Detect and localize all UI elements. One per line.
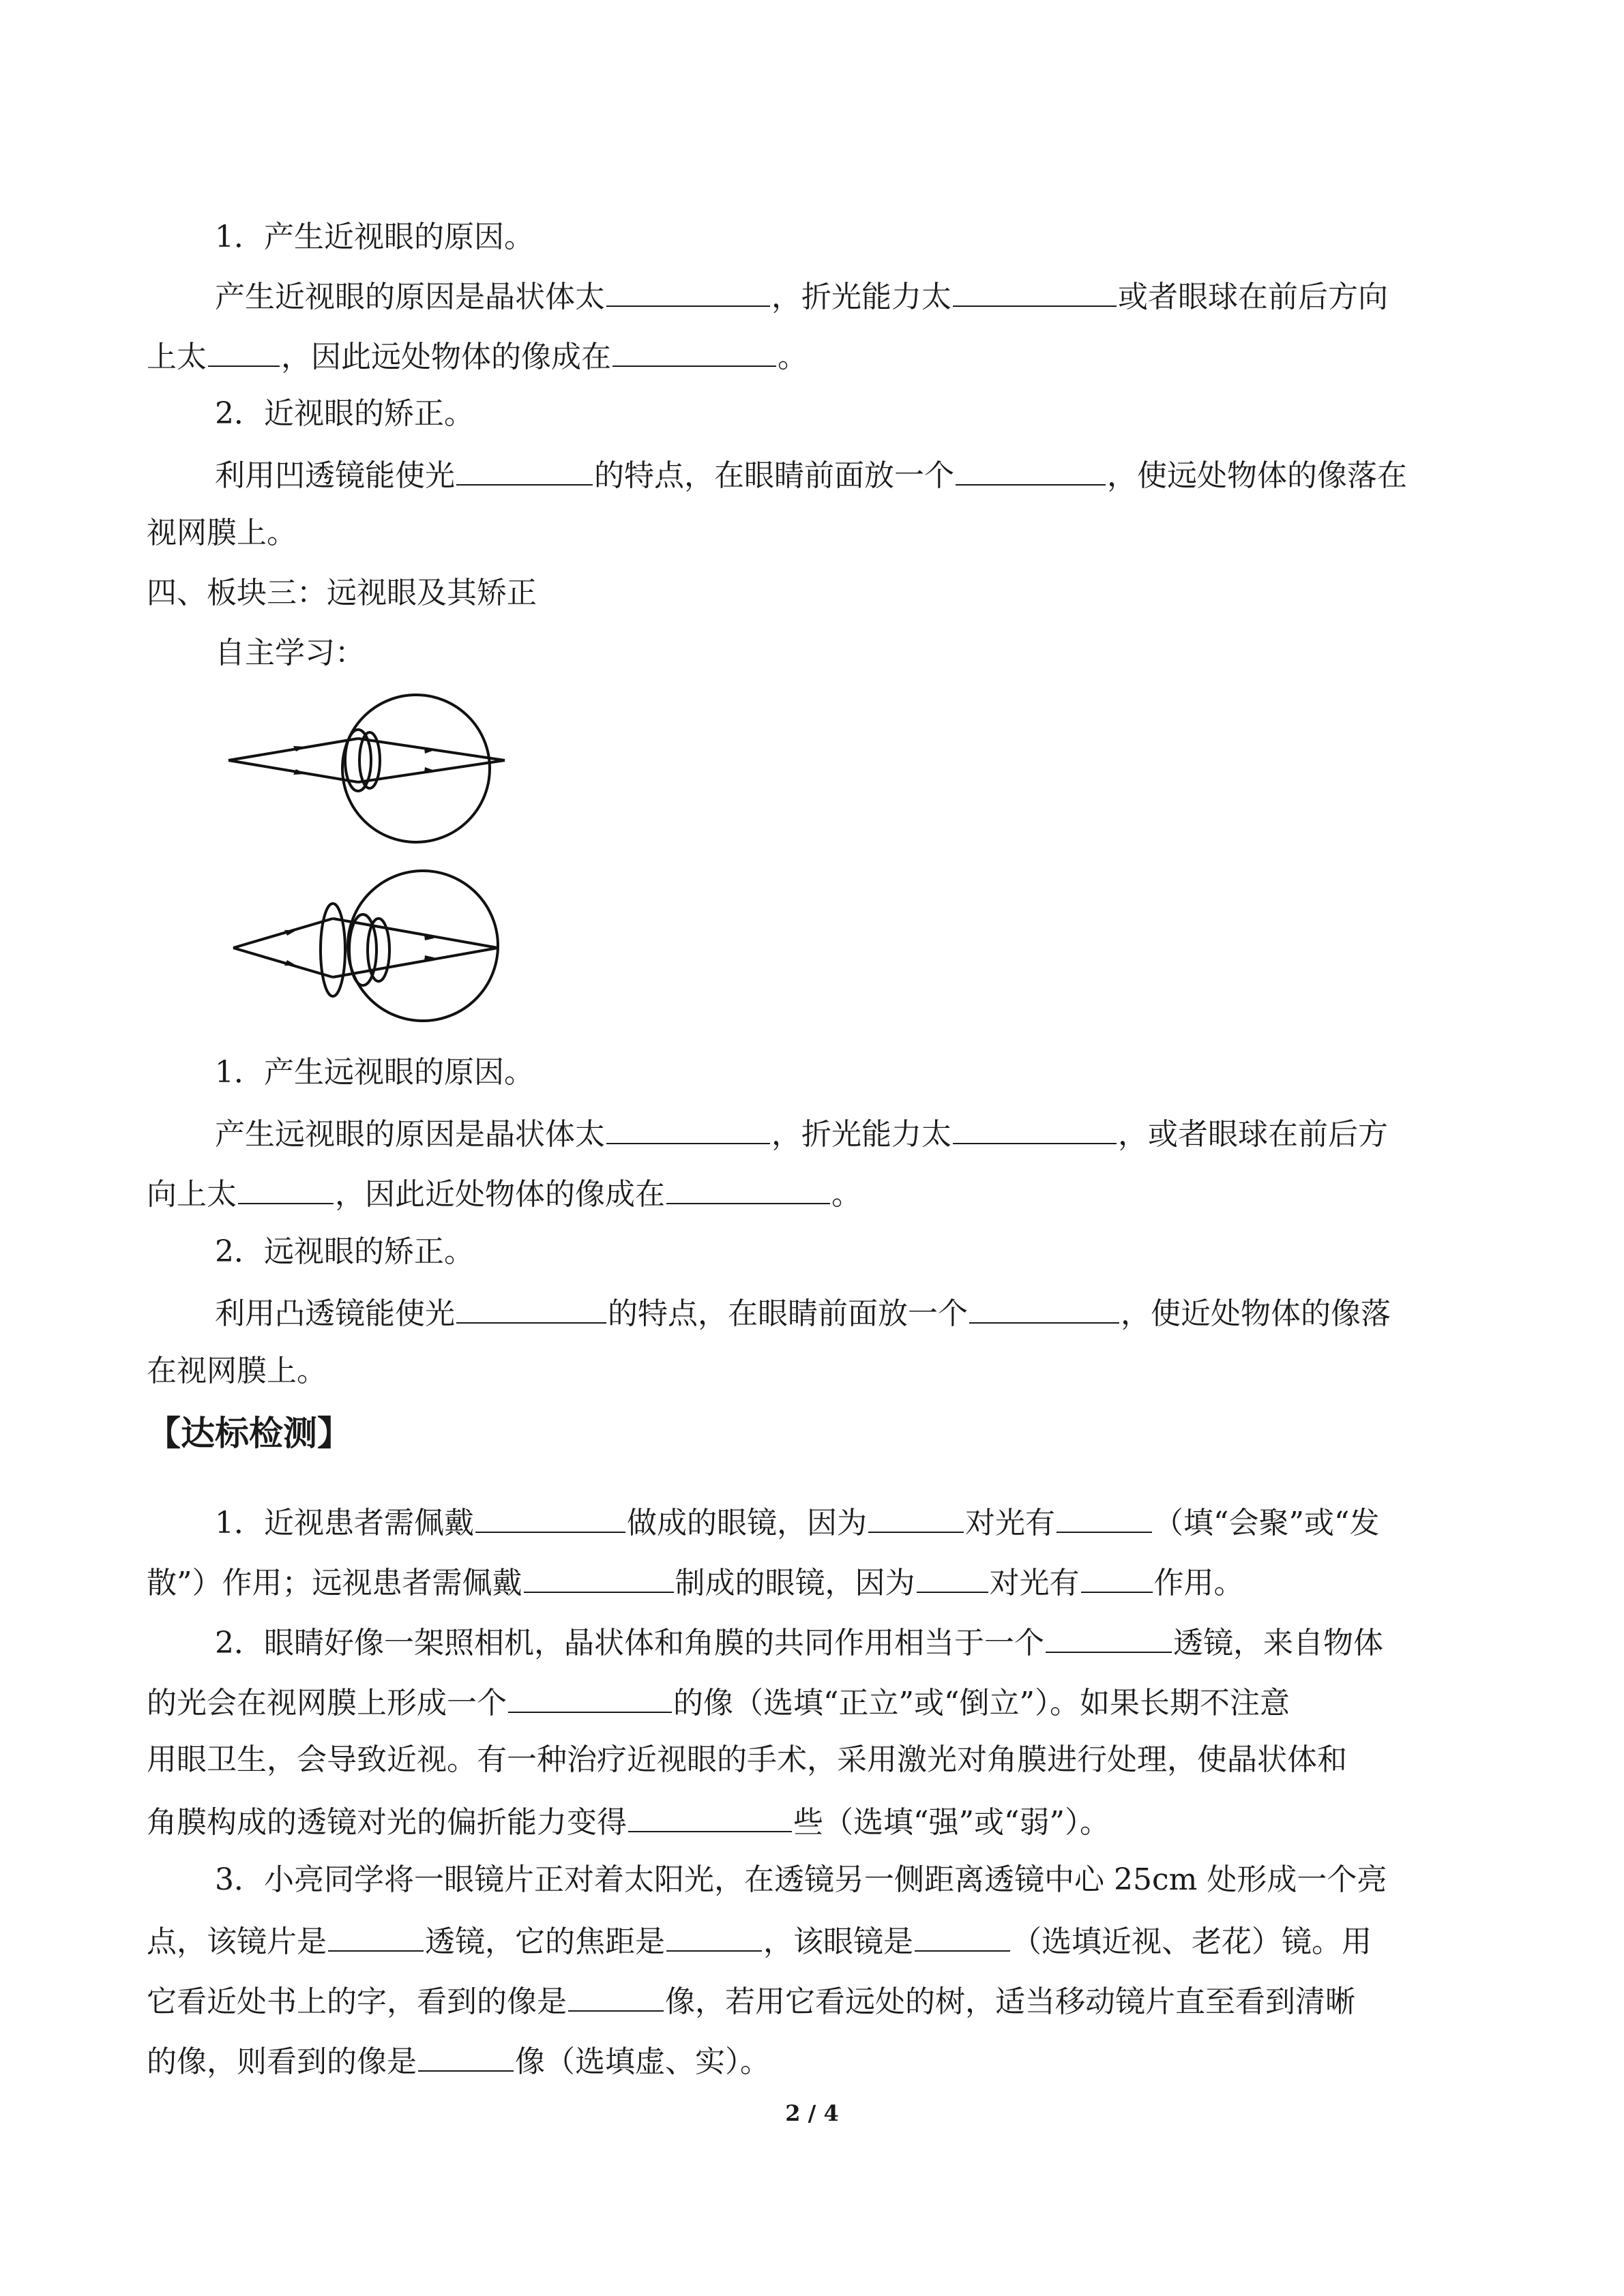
q1-line2 [0, 1560, 1624, 1604]
blank[interactable] [1046, 1620, 1172, 1653]
text: ，折光能力太 [771, 280, 951, 314]
text: 产生远视眼的原因是晶状体太 [215, 1117, 605, 1152]
text: ，因此远处物体的像成在 [281, 340, 611, 374]
text: ，或者眼球在前后方 [1118, 1117, 1388, 1152]
text: 透镜，它的焦距是 [425, 1924, 665, 1959]
q3-line3 [0, 1979, 1624, 2023]
blank[interactable] [915, 1919, 1010, 1952]
text: 或者眼球在前后方向 [1118, 280, 1388, 314]
text: 自主学习： [215, 636, 365, 670]
text: 像（选填虚、实）。 [515, 2044, 770, 2079]
blank[interactable] [953, 1112, 1117, 1144]
text: 像，若用它看远处的树，适当移动镜片直至看到清晰 [665, 1984, 1355, 2019]
hyperopia-correction-line1 [0, 1291, 1624, 1335]
ray-top-out [333, 919, 498, 948]
blank[interactable] [612, 334, 776, 367]
hyperopia-cause-heading [0, 1052, 1624, 1093]
text: 1．近视患者需佩戴 [215, 1506, 474, 1540]
text: 产生近视眼的原因是晶状体太 [215, 280, 605, 314]
text: ，因此近处物体的像成在 [335, 1177, 665, 1212]
text: ，使近处物体的像落 [1121, 1296, 1391, 1331]
hyperopia-correction-heading [0, 1232, 1624, 1272]
myopia-cause-line2 [0, 334, 1624, 378]
text: 。 [831, 1177, 861, 1212]
text: 对光有 [989, 1566, 1080, 1600]
convex-lens [321, 904, 345, 996]
q1-line1 [0, 1500, 1624, 1544]
q3-line2 [0, 1919, 1624, 1963]
text: 在视网膜上。 [147, 1354, 327, 1388]
text: 。 [778, 340, 808, 374]
text: ，折光能力太 [771, 1117, 951, 1152]
hyperopia-cause-line1 [0, 1112, 1624, 1155]
text: （填“会聚”或“发 [1153, 1506, 1380, 1540]
ray-bottom-out [333, 948, 498, 977]
blank[interactable] [328, 1919, 424, 1952]
eyeball-circle [342, 695, 490, 842]
text: ，该眼镜是 [763, 1924, 913, 1959]
text: ，使远处物体的像落在 [1107, 458, 1407, 493]
text: 用眼卫生，会导致近视。有一种治疗近视眼的手术，采用激光对角膜进行处理，使晶状体和 [147, 1742, 1347, 1777]
text: 2．近视眼的矫正。 [215, 396, 474, 431]
blank[interactable] [475, 1500, 625, 1533]
text: 【达标检测】 [147, 1414, 351, 1453]
blank[interactable] [508, 1680, 672, 1713]
arrow-icon [284, 930, 297, 936]
blank[interactable] [418, 2039, 514, 2072]
text: 的光会在视网膜上形成一个 [147, 1686, 507, 1720]
myopia-cause-line1 [0, 274, 1624, 318]
text: 2．眼睛好像一架照相机，晶状体和角膜的共同作用相当于一个 [215, 1626, 1044, 1660]
text: 四、板块三：远视眼及其矫正 [147, 576, 537, 610]
myopia-correction-line2 [0, 513, 1624, 554]
text: 它看近处书上的字，看到的像是 [147, 1984, 567, 2019]
blank[interactable] [208, 334, 280, 367]
text: 2．远视眼的矫正。 [215, 1234, 474, 1269]
myopia-correction-line1 [0, 453, 1624, 496]
text: 上太 [147, 340, 207, 374]
q2-line4 [0, 1800, 1624, 1843]
myopia-correction-heading [0, 393, 1624, 434]
ray-bottom-in [228, 760, 358, 782]
text: 的像（选填“正立”或“倒立”）。如果长期不注意 [673, 1686, 1290, 1720]
blank[interactable] [917, 1560, 988, 1593]
ray-top-in [233, 919, 333, 948]
text: （选填近视、老花）镜。用 [1012, 1924, 1372, 1959]
blank[interactable] [1057, 1500, 1152, 1533]
q3-line4 [0, 2039, 1624, 2083]
text: 散”）作用；远视患者需佩戴 [147, 1566, 522, 1600]
blank[interactable] [456, 453, 593, 486]
hyperopia-corrected-eye-diagram [218, 863, 512, 1026]
text: 利用凹透镜能使光 [215, 458, 455, 493]
text: 制成的眼镜，因为 [675, 1566, 915, 1600]
text: 3．小亮同学将一眼镜片正对着太阳光，在透镜另一侧距离透镜中心 25cm 处形成一个亮 [215, 1862, 1387, 1897]
blank[interactable] [953, 274, 1117, 307]
text: 1．产生远视眼的原因。 [215, 1055, 534, 1090]
eyeball-circle [348, 871, 498, 1021]
blank[interactable] [956, 453, 1106, 486]
blank[interactable] [666, 1172, 830, 1204]
text: 些（选填“强”或“弱”）。 [793, 1805, 1110, 1840]
text: 做成的眼镜，因为 [627, 1506, 867, 1540]
ray-top-in [228, 739, 358, 760]
text: 作用。 [1153, 1566, 1244, 1600]
q2-line3 [0, 1740, 1624, 1780]
blank[interactable] [456, 1291, 606, 1324]
blank[interactable] [606, 274, 770, 307]
blank[interactable] [524, 1560, 674, 1593]
text: 的特点，在眼睛前面放一个 [608, 1296, 968, 1331]
blank[interactable] [969, 1291, 1119, 1324]
section-heading-hyperopia [0, 573, 1624, 614]
arrow-icon [284, 960, 297, 966]
blank[interactable] [568, 1979, 664, 2012]
hyperopia-eye-diagram [218, 692, 512, 852]
text: 透镜，来自物体 [1173, 1626, 1383, 1660]
text: 1．产生近视眼的原因。 [215, 220, 534, 254]
text: 视网膜上。 [147, 516, 297, 550]
self-study-label [0, 633, 1624, 674]
text: 对光有 [965, 1506, 1055, 1540]
blank[interactable] [628, 1800, 792, 1832]
blank[interactable] [868, 1500, 964, 1533]
hyperopia-cause-line2 [0, 1172, 1624, 1215]
text: 点，该镜片是 [147, 1924, 327, 1959]
text: 利用凸透镜能使光 [215, 1296, 455, 1331]
blank[interactable] [666, 1919, 762, 1952]
ray-bottom-in [233, 948, 333, 977]
q3-line1 [0, 1860, 1624, 1900]
text: 的像，则看到的像是 [147, 2044, 417, 2079]
test-section-title [0, 1413, 1624, 1454]
page-number: 2 / 4 [785, 2100, 839, 2126]
q2-line1 [0, 1620, 1624, 1664]
text: 的特点，在眼睛前面放一个 [594, 458, 954, 493]
blank[interactable] [606, 1112, 770, 1144]
myopia-cause-heading [0, 217, 1624, 258]
q2-line2 [0, 1680, 1624, 1724]
text: 向上太 [147, 1177, 237, 1212]
blank[interactable] [238, 1172, 334, 1204]
text: 角膜构成的透镜对光的偏折能力变得 [147, 1805, 627, 1840]
blank[interactable] [1081, 1560, 1153, 1593]
hyperopia-correction-line2 [0, 1351, 1624, 1392]
